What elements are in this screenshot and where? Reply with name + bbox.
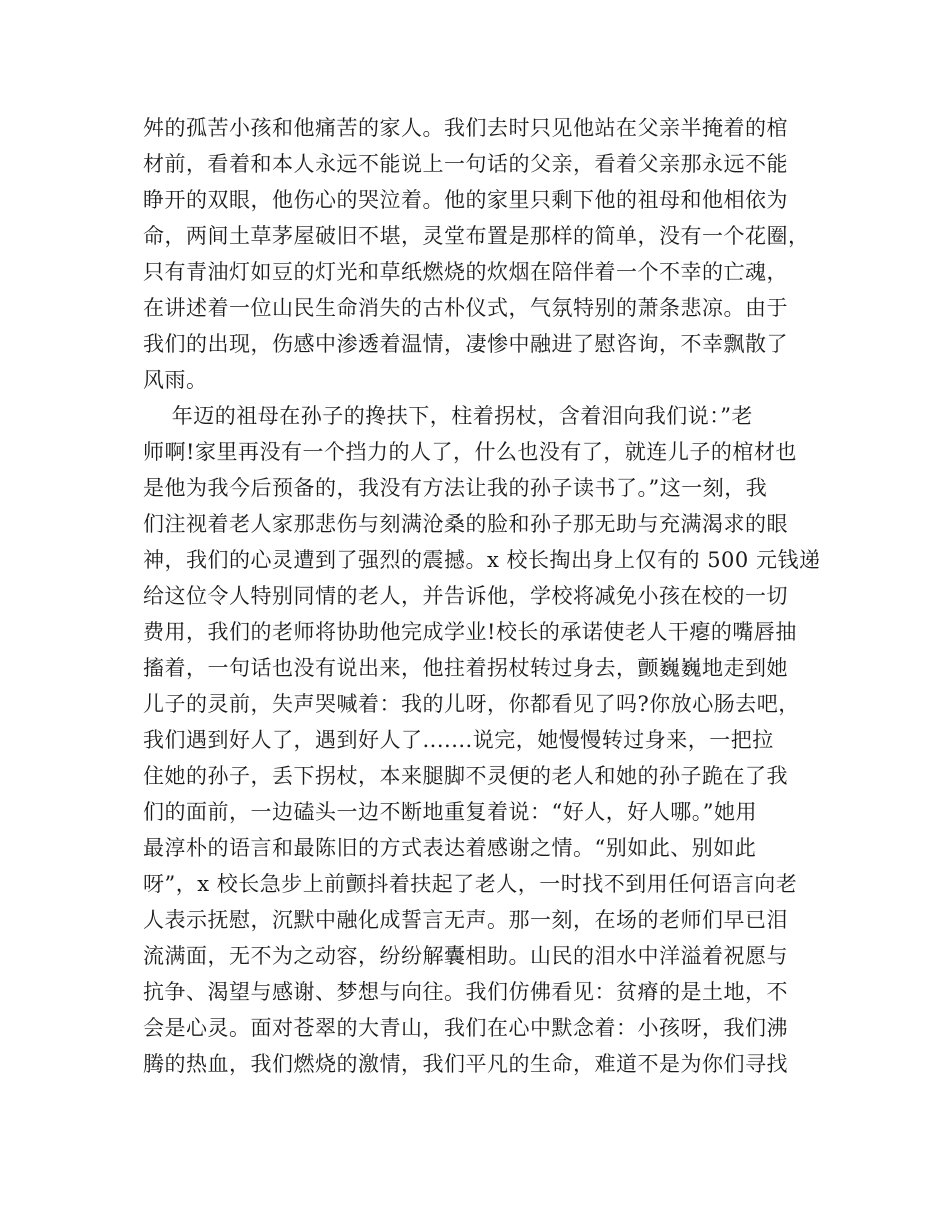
text-line: 呀”，x 校长急步上前颤抖着扶起了老人，一时找不到用任何语言向老 [143,872,798,896]
text-line: 们注视着老人家那悲伤与刻满沧桑的脸和孙子那无助与充满渴求的眼 [143,512,788,536]
text-line: 风雨。 [143,368,208,392]
text-line: 会是心灵。面对苍翠的大青山，我们在心中默念着：小孩呀，我们沸 [143,1016,788,1040]
text-line: 费用，我们的老师将协助他完成学业!校长的承诺使老人干瘪的嘴唇抽 [143,620,797,644]
text-line: 只有青油灯如豆的灯光和草纸燃烧的炊烟在陪伴着一个不幸的亡魂， [143,260,788,284]
text-line: 睁开的双眼，他伤心的哭泣着。他的家里只剩下他的祖母和他相依为 [143,188,788,212]
text-line: 我们的出现，伤感中渗透着温情，凄惨中融进了慰咨询，不幸飘散了 [143,332,788,356]
text-line: 我们遇到好人了，遇到好人了.......说完，她慢慢转过身来，一把拉 [143,728,774,752]
text-line: 命，两间土草茅屋破旧不堪，灵堂布置是那样的简单，没有一个花圈， [143,224,810,248]
text-line: 在讲述着一位山民生命消失的古朴仪式，气氛特别的萧条悲凉。由于 [143,296,788,320]
text-line: 搐着，一句话也没有说出来，他拄着拐杖转过身去，颤巍巍地走到她 [143,656,788,680]
text-line: 人表示抚慰，沉默中融化成誓言无声。那一刻，在场的老师们早已泪 [143,908,788,932]
text-line: 们的面前，一边磕头一边不断地重复着说：“好人，好人哪。”她用 [143,800,757,824]
text-line: 是他为我今后预备的，我没有方法让我的孙子读书了。”这一刻，我 [143,476,768,500]
text-line: 材前，看着和本人永远不能说上一句话的父亲，看着父亲那永远不能 [143,152,788,176]
text-line: 给这位令人特别同情的老人，并告诉他，学校将减免小孩在校的一切 [143,584,788,608]
text-line: 流满面，无不为之动容，纷纷解囊相助。山民的泪水中洋溢着祝愿与 [143,944,788,968]
text-line: 最淳朴的语言和最陈旧的方式表达着感谢之情。“别如此、别如此 [143,836,757,860]
text-line: 年迈的祖母在孙子的搀扶下，柱着拐杖，含着泪向我们说：”老 [143,404,753,428]
text-line: 抗争、渴望与感谢、梦想与向往。我们仿佛看见：贫瘠的是土地，不 [143,980,788,1004]
text-line: 腾的热血，我们燃烧的激情，我们平凡的生命，难道不是为你们寻找 [143,1052,788,1076]
text-line: 住她的孙子，丢下拐杖，本来腿脚不灵便的老人和她的孙子跪在了我 [143,764,788,788]
text-line: 舛的孤苦小孩和他痛苦的家人。我们去时只见他站在父亲半掩着的棺 [143,116,788,140]
text-line: 儿子的灵前，失声哭喊着：我的儿呀，你都看见了吗?你放心肠去吧， [143,692,800,716]
text-line: 师啊!家里再没有一个挡力的人了，什么也没有了，就连儿子的棺材也 [143,440,797,464]
text-line: 神，我们的心灵遭到了强烈的震撼。x 校长掏出身上仅有的 500 元钱递 [143,548,821,572]
